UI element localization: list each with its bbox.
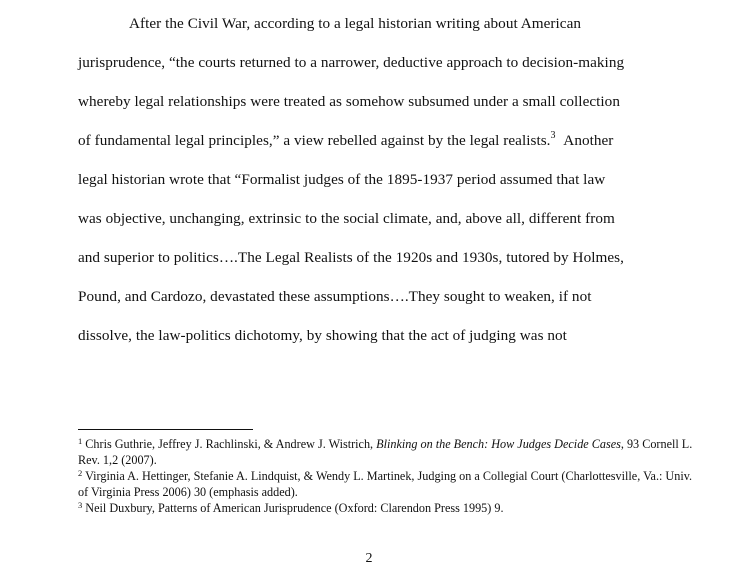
body-line: and superior to politics….The Legal Realists of the 1920s and 1930s, tutored by Holmes,	[78, 249, 624, 266]
footnotes	[78, 436, 698, 516]
footnote-2	[78, 468, 698, 500]
footnote-marker: 3	[78, 500, 83, 510]
footnote-marker: 2	[78, 468, 83, 478]
body-line-with-footnote	[78, 131, 690, 170]
body-line: whereby legal relationships were treated as somehow subsumed under a small collection	[78, 93, 620, 110]
body-text	[78, 14, 690, 365]
body-line: was objective, unchanging, extrinsic to the social climate, and, above all, different from	[78, 210, 615, 227]
body-line: Pound, and Cardozo, devastated these assumptions….They sought to weaken, if not	[78, 288, 592, 305]
footnote-separator	[78, 429, 253, 430]
footnote-title: Blinking on the Bench: How Judges Decide Cases	[376, 437, 621, 451]
body-line: legal historian wrote that “Formalist judges of the 1895-1937 period assumed that law	[78, 171, 606, 188]
footnote-text: Neil Duxbury, Patterns of American Jurisprudence (Oxford: Clarendon Press 1995) 9.	[85, 501, 504, 515]
body-line: dissolve, the law-politics dichotomy, by showing that the act of judging was not	[78, 327, 567, 344]
body-line: jurisprudence, “the courts returned to a narrower, deductive approach to decision-making	[78, 54, 625, 71]
footnote-text: Chris Guthrie, Jeffrey J. Rachlinski, & Andrew J. Wistrich,	[85, 437, 377, 451]
page-number: 2	[365, 551, 373, 566]
footnote-marker: 1	[78, 436, 83, 446]
body-line-tail: Another	[563, 132, 614, 149]
body-line: After the Civil War, according to a legal historian writing about American	[129, 15, 582, 32]
footnote-text-tail: , 93 Cornell L. Rev. 1,2 (2007).	[78, 437, 693, 467]
footnote-1	[78, 436, 698, 468]
footnote-text: Virginia A. Hettinger, Stefanie A. Lindquist, & Wendy L. Martinek, Judging on a Collegial Court (Charlottesville, Va.: Univ. of Virginia Press 2006) 30 (emphasis added).	[78, 469, 693, 499]
footnote-3	[78, 500, 698, 516]
footnote-reference: 3	[550, 130, 556, 141]
body-line-text: of fundamental legal principles,” a view rebelled against by the legal realists.	[78, 132, 551, 149]
